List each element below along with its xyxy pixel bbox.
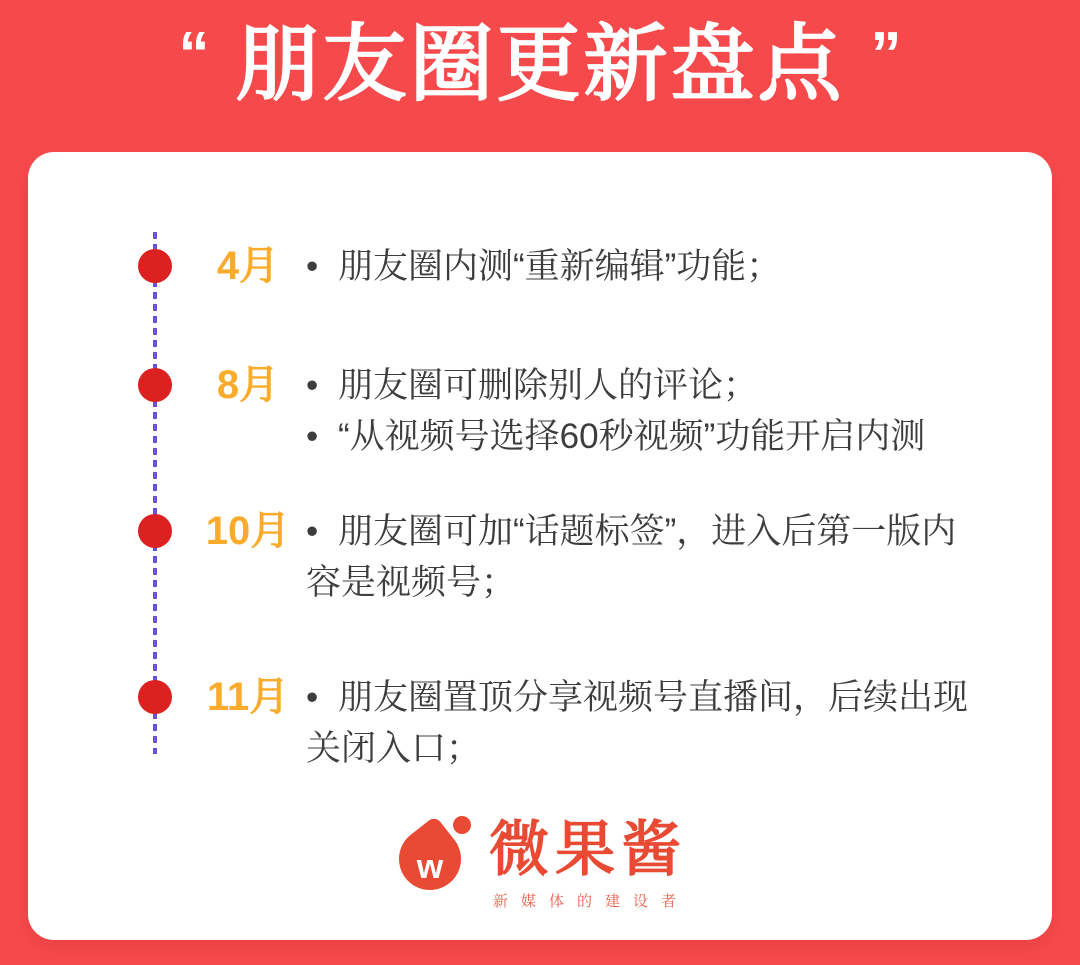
timeline-item-november [306, 672, 974, 774]
timeline-dot [138, 514, 172, 548]
brand-footer [28, 810, 1052, 911]
bullet-icon: • [306, 678, 319, 717]
open-quote-mark: “ [178, 20, 210, 89]
logo-letter: w [416, 847, 444, 886]
timeline-item-august [306, 360, 974, 462]
point-text: 朋友圈内测“重新编辑”功能； [338, 247, 782, 286]
month-label-april: 4月 [216, 244, 280, 288]
timeline-point [306, 241, 974, 292]
timeline-dot [138, 680, 172, 714]
timeline-point [306, 506, 974, 608]
timeline-dot [138, 249, 172, 283]
month-label-october: 10月 [205, 509, 291, 553]
brand-text-block [489, 810, 689, 911]
brand-tagline: 新媒体的建设者 [492, 893, 689, 910]
content-card [28, 152, 1052, 940]
timeline-item-october [306, 506, 974, 608]
timeline-point [306, 672, 974, 774]
bullet-icon: • [306, 417, 319, 456]
point-text: 朋友圈置顶分享视频号直播间，后续出现关闭入口； [306, 678, 969, 768]
timeline-item-april [306, 241, 974, 292]
close-quote-mark: ” [870, 20, 902, 89]
brand-logo [391, 810, 475, 906]
bullet-icon: • [306, 247, 319, 286]
poster-title [0, 8, 1080, 129]
point-text: “从视频号选择60秒视频”功能开启内测 [338, 417, 926, 456]
timeline-point [306, 411, 974, 462]
page-title: 朋友圈更新盘点 [235, 17, 845, 111]
timeline-dashed-line [153, 232, 157, 754]
month-label-november: 11月 [206, 675, 290, 719]
point-text: 朋友圈可加“话题标签”，进入后第一版内容是视频号； [306, 512, 957, 602]
brand-name: 微果酱 [488, 816, 687, 883]
bullet-icon: • [306, 366, 319, 405]
month-label-august: 8月 [216, 363, 280, 407]
drop-dot-icon [453, 816, 471, 834]
timeline-dot [138, 368, 172, 402]
point-text: 朋友圈可删除别人的评论； [338, 366, 759, 405]
timeline-point [306, 360, 974, 411]
bullet-icon: • [306, 512, 319, 551]
